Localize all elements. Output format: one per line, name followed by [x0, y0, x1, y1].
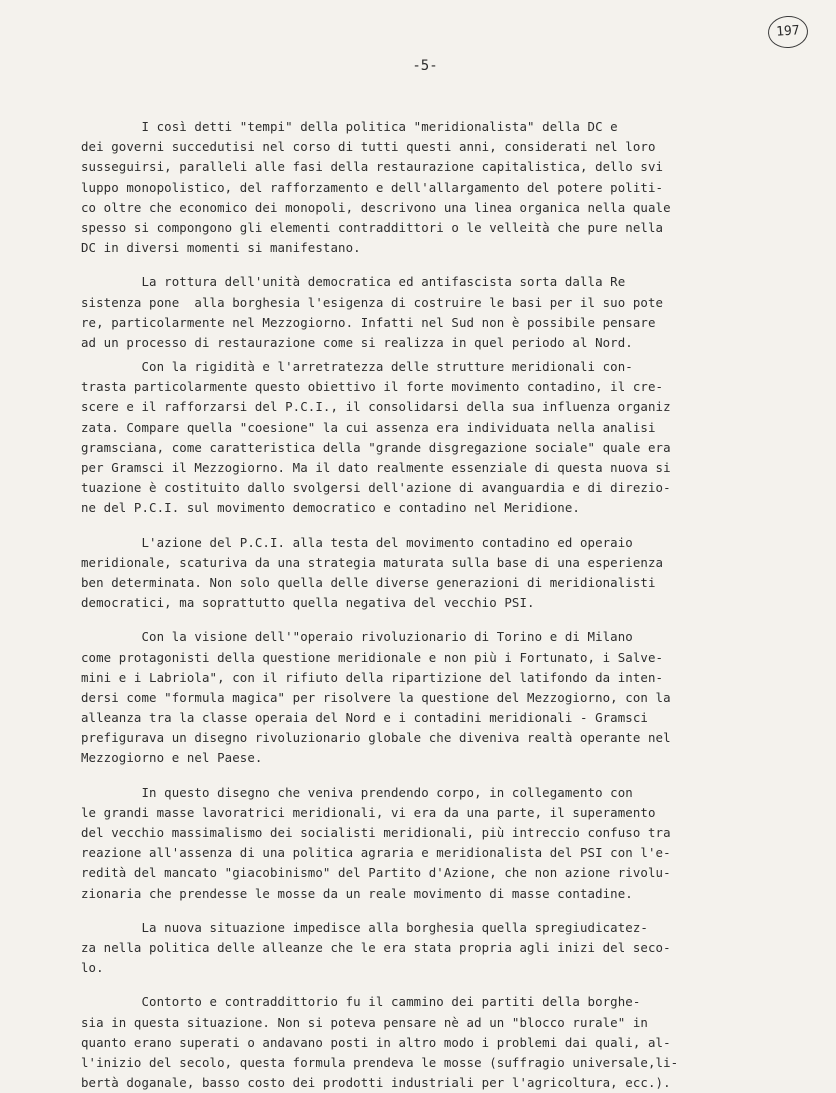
text-line: co oltre che economico dei monopoli, descrivono una linea organica nella quale	[81, 199, 671, 215]
text-line: sistenza pone alla borghesia l'esigenza di costruire le basi per il suo pote	[81, 294, 664, 310]
text-line: Contorto e contraddittorio fu il cammino dei partiti della borghe-	[81, 994, 641, 1010]
text-line: ben determinata. Non solo quella delle diverse generazioni di meridionalisti	[81, 574, 656, 590]
paragraph	[81, 918, 761, 979]
archive-stamp: 197	[767, 15, 809, 50]
text-line: reazione all'assenza di una politica agraria e meridionalista del PSI con l'e-	[81, 845, 671, 861]
text-line: prefigurava un disegno rivoluzionario globale che diveniva realtà operante nel	[81, 730, 671, 746]
text-line: ad un processo di restaurazione come si realizza in quel periodo al Nord.	[81, 334, 633, 350]
text-line: gramsciana, come caratteristica della "grande disgregazione sociale" quale era	[81, 439, 671, 455]
text-line: spesso si compongono gli elementi contraddittori o le velleità che pure nella	[81, 219, 664, 235]
text-line: DC in diversi momenti si manifestano.	[81, 240, 361, 256]
paragraph	[81, 627, 761, 768]
document-body	[81, 117, 761, 1093]
text-line: alleanza tra la classe operaia del Nord e i contadini meridionali - Gramsci	[81, 710, 648, 726]
text-line: le grandi masse lavoratrici meridionali, vi era da una parte, il superamento	[81, 804, 656, 820]
text-line: quanto erano superati o andavano posti in altro modo i problemi dai quali, al-	[81, 1034, 671, 1050]
paragraph	[81, 357, 761, 519]
text-line: meridionale, scaturiva da una strategia maturata sulla base di una esperienza	[81, 554, 664, 570]
text-line: susseguirsi, paralleli alle fasi della restaurazione capitalistica, dello svi	[81, 159, 664, 175]
paragraph	[81, 783, 761, 904]
paragraph-gap	[81, 904, 761, 918]
text-line: L'azione del P.C.I. alla testa del movimento contadino ed operaio	[81, 534, 633, 550]
text-line: dersi come "formula magica" per risolvere la questione del Mezzogiorno, con la	[81, 689, 671, 705]
text-line: l'inizio del secolo, questa formula prendeva le mosse (suffragio universale,li-	[81, 1054, 679, 1070]
text-line: ne del P.C.I. sul movimento democratico e contadino nel Meridione.	[81, 500, 580, 516]
paragraph-gap	[81, 978, 761, 992]
paragraph-gap	[81, 519, 761, 533]
text-line: sia in questa situazione. Non si poteva pensare nè ad un "blocco rurale" in	[81, 1014, 648, 1030]
text-line: trasta particolarmente questo obiettivo il forte movimento contadino, il cre-	[81, 379, 664, 395]
text-line: dei governi succedutisi nel corso di tutti questi anni, considerati nel loro	[81, 139, 656, 155]
text-line: zionaria che prendesse le mosse da un reale movimento di masse contadine.	[81, 885, 633, 901]
text-line: re, particolarmente nel Mezzogiorno. Infatti nel Sud non è possibile pensare	[81, 314, 656, 330]
text-line: La rottura dell'unità democratica ed antifascista sorta dalla Re	[81, 274, 626, 290]
text-line: scere e il rafforzarsi del P.C.I., il consolidarsi della sua influenza organiz	[81, 399, 671, 415]
text-line: come protagonisti della questione meridionale e non più i Fortunato, i Salve-	[81, 649, 664, 665]
text-line: In questo disegno che veniva prendendo corpo, in collegamento con	[81, 784, 633, 800]
text-line: za nella politica delle alleanze che le era stata propria agli inizi del seco-	[81, 939, 671, 955]
text-line: luppo monopolistico, del rafforzamento e dell'allargamento del potere politi-	[81, 179, 664, 195]
paragraph	[81, 272, 761, 353]
paragraph	[81, 117, 761, 258]
paragraph-gap	[81, 613, 761, 627]
paragraph	[81, 533, 761, 614]
page-number: -5-	[412, 58, 438, 74]
text-line: Con la rigidità e l'arretratezza delle strutture meridionali con-	[81, 359, 633, 375]
text-line: bertà doganale, basso costo dei prodotti industriali per l'agricoltura, ecc.).	[81, 1075, 671, 1091]
text-line: Mezzogiorno e nel Paese.	[81, 750, 263, 766]
text-line: zata. Compare quella "coesione" la cui assenza era individuata nella analisi	[81, 419, 656, 435]
text-line: democratici, ma soprattutto quella negativa del vecchio PSI.	[81, 595, 535, 611]
text-line: mini e i Labriola", con il rifiuto della ripartizione del latifondo da inten-	[81, 669, 664, 685]
text-line: Con la visione dell'"operaio rivoluzionario di Torino e di Milano	[81, 629, 633, 645]
text-line: per Gramsci il Mezzogiorno. Ma il dato realmente essenziale di questa nuova si	[81, 460, 671, 475]
paragraph-gap	[81, 769, 761, 783]
paragraph	[81, 992, 761, 1093]
paragraph-gap	[81, 258, 761, 272]
text-line: del vecchio massimalismo dei socialisti meridionali, più intreccio confuso tra	[81, 825, 671, 840]
text-line: redità del mancato "giacobinismo" del Partito d'Azione, che non azione rivolu-	[81, 865, 671, 881]
text-line: I così detti "tempi" della politica "meridionalista" della DC e	[81, 119, 618, 134]
text-line: La nuova situazione impedisce alla borghesia quella spregiudicatez-	[81, 919, 648, 935]
text-line: tuazione è costituito dallo svolgersi dell'azione di avanguardia e di direzio-	[81, 480, 671, 496]
text-line: lo.	[81, 960, 104, 976]
